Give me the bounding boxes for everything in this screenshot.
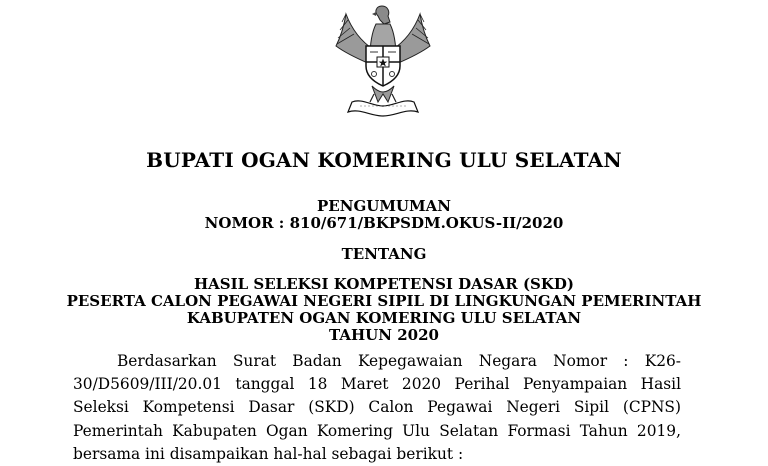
body-paragraph-text: Berdasarkan Surat Badan Kepegawaian Negara Nomor : K26-30/D5609/III/20.01 tanggal 18 Maret 2020 Perihal Penyampaian Hasil Seleksi Kompetensi Dasar (SKD) Calon Pegawai Negeri Sipil (CPNS) Pemerintah Kabupaten Ogan Komering Ulu Selatan Formasi Tahun 2019, bersama ini disampaikan hal-hal sebagai berikut : [73, 352, 681, 463]
letterhead-title: BUPATI OGAN KOMERING ULU SELATAN [146, 148, 622, 172]
subject-line-4: TAHUN 2020 [329, 326, 439, 344]
garuda-pancasila-emblem [322, 2, 444, 120]
announcement-heading: PENGUMUMAN [317, 197, 451, 215]
announcement-about: TENTANG [341, 245, 427, 263]
body-paragraph [73, 350, 681, 466]
subject-line-3: KABUPATEN OGAN KOMERING ULU SELATAN [186, 309, 582, 327]
subject-line-2: PESERTA CALON PEGAWAI NEGERI SIPIL DI LINGKUNGAN PEMERINTAH [66, 292, 702, 310]
subject-line-1: HASIL SELEKSI KOMPETENSI DASAR (SKD) [193, 275, 575, 293]
announcement-number: NOMOR : 810/671/BKPSDM.OKUS-II/2020 [204, 214, 564, 232]
